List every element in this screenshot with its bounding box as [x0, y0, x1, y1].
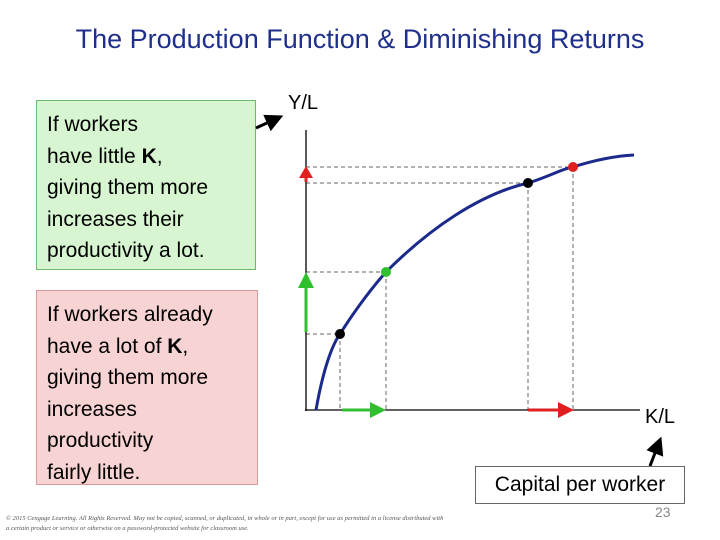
note-line: If workers already [47, 303, 213, 326]
red-right-arrow-icon [558, 402, 574, 418]
note-line: giving them more [47, 176, 209, 199]
guide-lines [306, 167, 573, 410]
x-label-pointer-icon [650, 440, 660, 466]
production-curve [316, 155, 634, 410]
green-up-arrow-icon [298, 272, 314, 288]
point-low-k-plus [381, 267, 391, 277]
green-right-arrow-icon [370, 402, 386, 418]
red-up-arrow-icon [299, 166, 313, 178]
note-line: If workers [47, 113, 139, 136]
note-line: have a lot of K, [47, 334, 189, 358]
note-line: giving them more [47, 366, 209, 389]
page-number: 23 [655, 504, 671, 520]
slide-title: The Production Function & Diminishing Returns [75, 24, 645, 54]
x-axis-label: K/L [645, 406, 676, 428]
copyright-footer: © 2015 Cengage Learning. All Rights Reserved. May not be copied, scanned, or duplicated, in whole or in part, except for use as permitted in a license distributed with a certain product or service or otherwise on a password-protected website for classroom use. [6, 515, 444, 532]
y-axis-label: Y/L [288, 92, 319, 114]
point-low-k [335, 329, 345, 339]
point-high-k-plus [568, 162, 578, 172]
note-line: increases their [47, 207, 184, 231]
y-label-pointer-icon [256, 117, 280, 128]
capital-per-worker-callout: Capital per worker [475, 466, 685, 504]
note-line: productivity [47, 429, 154, 452]
note-line: have little K, [47, 144, 163, 168]
point-high-k [523, 178, 533, 188]
note-line: fairly little. [47, 460, 141, 484]
note-line: productivity a lot. [47, 239, 205, 262]
note-line: increases [47, 397, 137, 421]
